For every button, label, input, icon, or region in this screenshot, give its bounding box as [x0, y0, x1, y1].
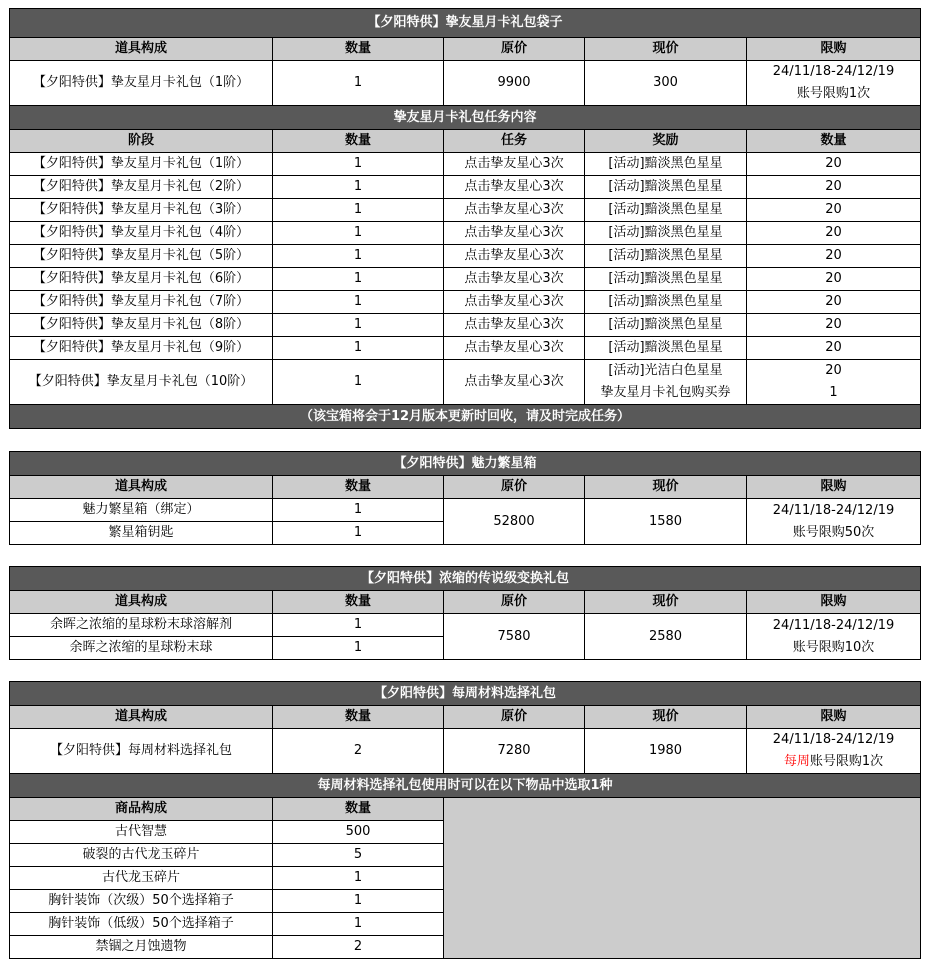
header-cell: 道具构成 [10, 476, 273, 499]
item-name: 余晖之浓缩的星球粉末球 [10, 637, 273, 660]
task-header-row [10, 130, 921, 153]
reward-count: 20 [747, 337, 921, 360]
reward-count: 20 [747, 199, 921, 222]
table-title-row [10, 567, 921, 591]
section-title: 挚友星月卡礼包任务内容 [10, 106, 921, 130]
purchase-limit [747, 61, 921, 106]
purchase-limit [747, 614, 921, 660]
qty: 1 [273, 291, 444, 314]
reward-2: 挚友星月卡礼包购买券 [600, 385, 731, 400]
task-row [10, 314, 921, 337]
task: 点击挚友星心3次 [444, 314, 585, 337]
task-row [10, 268, 921, 291]
table-title-row [10, 452, 921, 476]
footer-note: （该宝箱将会于12月版本更新时回收，请及时完成任务） [10, 405, 921, 429]
reward-count: 20 [747, 176, 921, 199]
task: 点击挚友星心3次 [444, 291, 585, 314]
stage: 【夕阳特供】挚友星月卡礼包（8阶） [10, 314, 273, 337]
choice-name: 胸针装饰（低级）50个选择箱子 [10, 913, 273, 936]
item-qty: 1 [273, 61, 444, 106]
stage: 【夕阳特供】挚友星月卡礼包（10阶） [10, 360, 273, 405]
current-price: 1580 [585, 499, 747, 545]
choice-qty: 2 [273, 936, 444, 959]
current-price: 300 [585, 61, 747, 106]
purchase-limit [747, 499, 921, 545]
reward-count: 20 [747, 245, 921, 268]
footer-row [10, 405, 921, 429]
current-price: 2580 [585, 614, 747, 660]
task-row [10, 337, 921, 360]
task-row [10, 245, 921, 268]
choice-name: 古代龙玉碎片 [10, 867, 273, 890]
section-title-row [10, 106, 921, 130]
reward: [活动]黯淡黑色星星 [585, 199, 747, 222]
item-qty: 1 [273, 499, 444, 522]
limit-count: 账号限购10次 [792, 639, 875, 655]
item-name: 【夕阳特供】每周材料选择礼包 [10, 729, 273, 774]
item-name: 繁星箱钥匙 [10, 522, 273, 545]
original-price: 7280 [444, 729, 585, 774]
monthly-card-bag-table [9, 8, 921, 429]
table-row [10, 499, 921, 522]
qty: 1 [273, 360, 444, 405]
table-title-row [10, 682, 921, 706]
choice-name: 胸针装饰（次级）50个选择箱子 [10, 890, 273, 913]
header-row [10, 38, 921, 61]
stage: 【夕阳特供】挚友星月卡礼包（1阶） [10, 153, 273, 176]
header-cell: 道具构成 [10, 38, 273, 61]
empty-gray-area [444, 798, 921, 959]
choice-header-row [10, 798, 921, 821]
header-cell: 现价 [585, 38, 747, 61]
stage: 【夕阳特供】挚友星月卡礼包（2阶） [10, 176, 273, 199]
reward-count: 20 [747, 153, 921, 176]
limit-period: 24/11/18-24/12/19 [772, 732, 895, 747]
charm-star-box-table [9, 451, 921, 545]
task: 点击挚友星心3次 [444, 337, 585, 360]
task: 点击挚友星心3次 [444, 153, 585, 176]
header-cell: 任务 [444, 130, 585, 153]
limit-text: 账号限购1次 [809, 754, 884, 769]
limit-period: 24/11/18-24/12/19 [772, 64, 895, 79]
header-row [10, 476, 921, 499]
task-row [10, 153, 921, 176]
stage: 【夕阳特供】挚友星月卡礼包（7阶） [10, 291, 273, 314]
header-cell: 奖励 [585, 130, 747, 153]
qty: 1 [273, 153, 444, 176]
reward-count: 20 [747, 291, 921, 314]
reward [585, 360, 747, 405]
task-row [10, 176, 921, 199]
limit-count: 账号限购1次 [796, 86, 871, 101]
original-price: 9900 [444, 61, 585, 106]
choice-qty: 1 [273, 890, 444, 913]
reward: [活动]黯淡黑色星星 [585, 222, 747, 245]
header-cell: 限购 [747, 476, 921, 499]
limit-period: 24/11/18-24/12/19 [772, 617, 895, 633]
header-cell: 商品构成 [10, 798, 273, 821]
choice-name: 破裂的古代龙玉碎片 [10, 844, 273, 867]
reward: [活动]黯淡黑色星星 [585, 337, 747, 360]
choice-qty: 500 [273, 821, 444, 844]
qty: 1 [273, 199, 444, 222]
stage: 【夕阳特供】挚友星月卡礼包（5阶） [10, 245, 273, 268]
task-row [10, 199, 921, 222]
section-title-row [10, 774, 921, 798]
header-cell: 数量 [273, 798, 444, 821]
header-cell: 数量 [273, 476, 444, 499]
header-cell: 原价 [444, 591, 585, 614]
task-row [10, 360, 921, 405]
limit-count [747, 751, 920, 773]
reward-count: 20 [747, 314, 921, 337]
task-row [10, 291, 921, 314]
header-cell: 原价 [444, 38, 585, 61]
original-price: 52800 [444, 499, 585, 545]
reward: [活动]黯淡黑色星星 [585, 176, 747, 199]
header-cell: 阶段 [10, 130, 273, 153]
legendary-transform-pack-table [9, 566, 921, 660]
limit-count: 账号限购50次 [792, 524, 875, 540]
item-qty: 1 [273, 637, 444, 660]
header-cell: 道具构成 [10, 706, 273, 729]
weekly-material-pack-table [9, 681, 921, 959]
table-row [10, 61, 921, 106]
count-2: 1 [829, 385, 838, 400]
header-cell: 数量 [747, 130, 921, 153]
section-title: 每周材料选择礼包使用时可以在以下物品中选取1种 [10, 774, 921, 798]
item-qty: 2 [273, 729, 444, 774]
reward-count [747, 360, 921, 405]
reward: [活动]黯淡黑色星星 [585, 245, 747, 268]
original-price: 7580 [444, 614, 585, 660]
qty: 1 [273, 337, 444, 360]
item-name: 魅力繁星箱（绑定） [10, 499, 273, 522]
choice-qty: 5 [273, 844, 444, 867]
table-row [10, 614, 921, 637]
table-title-row [10, 9, 921, 38]
qty: 1 [273, 222, 444, 245]
task: 点击挚友星心3次 [444, 222, 585, 245]
task: 点击挚友星心3次 [444, 176, 585, 199]
table-title: 【夕阳特供】每周材料选择礼包 [10, 682, 921, 706]
reward: [活动]黯淡黑色星星 [585, 314, 747, 337]
qty: 1 [273, 314, 444, 337]
item-name: 余晖之浓缩的星球粉末球溶解剂 [10, 614, 273, 637]
stage: 【夕阳特供】挚友星月卡礼包（4阶） [10, 222, 273, 245]
choice-qty: 1 [273, 867, 444, 890]
header-cell: 现价 [585, 706, 747, 729]
reward: [活动]黯淡黑色星星 [585, 291, 747, 314]
qty: 1 [273, 245, 444, 268]
weekly-highlight: 每周 [783, 754, 810, 769]
item-qty: 1 [273, 614, 444, 637]
item-qty: 1 [273, 522, 444, 545]
reward: [活动]黯淡黑色星星 [585, 153, 747, 176]
table-title: 【夕阳特供】魅力繁星箱 [10, 452, 921, 476]
task: 点击挚友星心3次 [444, 199, 585, 222]
current-price: 1980 [585, 729, 747, 774]
header-cell: 限购 [747, 38, 921, 61]
header-cell: 数量 [273, 38, 444, 61]
header-cell: 数量 [273, 706, 444, 729]
table-title: 【夕阳特供】挚友星月卡礼包袋子 [10, 9, 921, 38]
header-cell: 限购 [747, 591, 921, 614]
reward-count: 20 [747, 222, 921, 245]
header-cell: 数量 [273, 591, 444, 614]
stage: 【夕阳特供】挚友星月卡礼包（3阶） [10, 199, 273, 222]
header-cell: 现价 [585, 591, 747, 614]
item-name: 【夕阳特供】挚友星月卡礼包（1阶） [10, 61, 273, 106]
choice-name: 古代智慧 [10, 821, 273, 844]
count-1: 20 [825, 363, 842, 378]
header-cell: 原价 [444, 706, 585, 729]
choice-qty: 1 [273, 913, 444, 936]
header-row [10, 706, 921, 729]
header-cell: 数量 [273, 130, 444, 153]
reward: [活动]黯淡黑色星星 [585, 268, 747, 291]
header-cell: 限购 [747, 706, 921, 729]
header-cell: 道具构成 [10, 591, 273, 614]
purchase-limit [747, 729, 921, 774]
task: 点击挚友星心3次 [444, 360, 585, 405]
limit-period: 24/11/18-24/12/19 [772, 502, 895, 518]
choice-name: 禁锢之月蚀遗物 [10, 936, 273, 959]
table-row [10, 729, 921, 774]
header-cell: 原价 [444, 476, 585, 499]
task-row [10, 222, 921, 245]
stage: 【夕阳特供】挚友星月卡礼包（6阶） [10, 268, 273, 291]
stage: 【夕阳特供】挚友星月卡礼包（9阶） [10, 337, 273, 360]
table-title: 【夕阳特供】浓缩的传说级变换礼包 [10, 567, 921, 591]
qty: 1 [273, 176, 444, 199]
task: 点击挚友星心3次 [444, 245, 585, 268]
task: 点击挚友星心3次 [444, 268, 585, 291]
reward-1: [活动]光洁白色星星 [608, 363, 723, 378]
reward-count: 20 [747, 268, 921, 291]
header-row [10, 591, 921, 614]
qty: 1 [273, 268, 444, 291]
header-cell: 现价 [585, 476, 747, 499]
